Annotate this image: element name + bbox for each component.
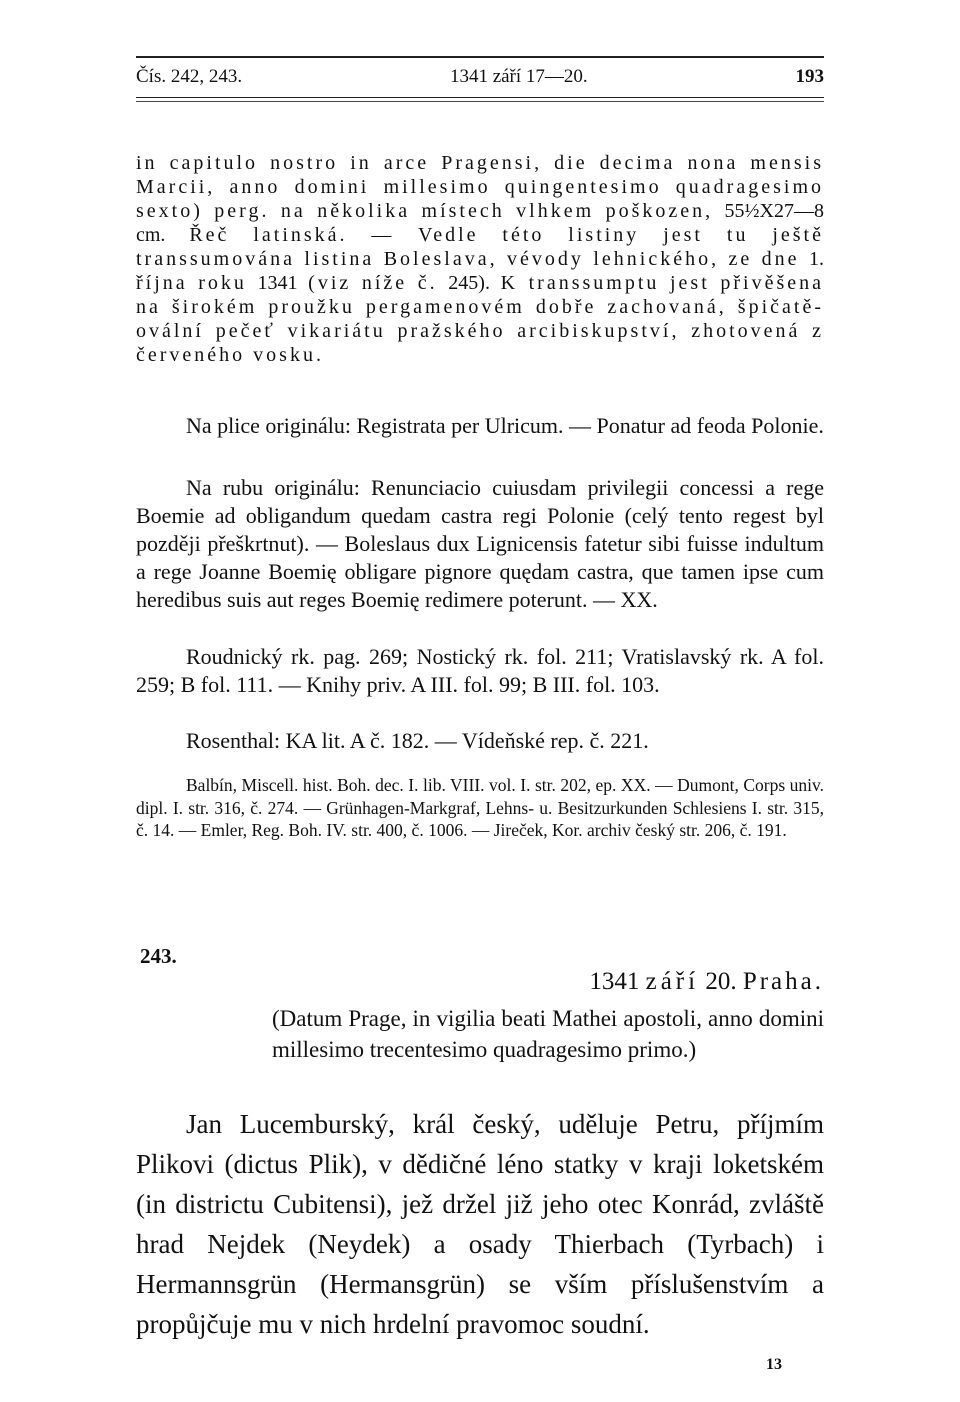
rosenthal-reference bbox=[136, 727, 824, 755]
doc-243-regest-text: Jan Lucemburský, král český, uděluje Petru, příjmím Plikovi (dictus Plik), v dědičné léno statky v kraji loketském (in districtu Cubitensi), jež držel již jeho otec Konrád, zvláště hrad Nejdek (Neydek) a osady Thierbach (Tyrbach) i Hermannsgrün (Hermansgrün) se vším příslušenstvím a propůjčuje mu v nich hrdelní pravomoc soudní. bbox=[136, 1109, 824, 1339]
plica-note-text: Na plice originálu: Registrata per Ulricum. — Ponatur ad feoda Polonie. bbox=[186, 413, 824, 438]
desc-dimensions: 55½X27—8 cm. bbox=[136, 200, 824, 246]
header-rule-bottom bbox=[136, 97, 824, 98]
folio-signature: 13 bbox=[766, 1356, 782, 1373]
header-rule-bottom-double bbox=[136, 101, 824, 102]
doc-243-date-place bbox=[589, 968, 824, 996]
doc-243-latin-date: (Datum Prage, in vigilia beati Mathei apostoli, anno domini millesimo trecentesimo quadragesimo primo.) bbox=[272, 1006, 824, 1062]
manuscript-sources-text: Roudnický rk. pag. 269; Nostický rk. fol. 211; Vratislavský rk. A fol. 259; B fol. 111. — Knihy priv. A III. fol. 99; B III. fol. 103. bbox=[136, 644, 824, 697]
literature-references-text: Balbín, Miscell. hist. Boh. dec. I. lib. VIII. vol. I. str. 202, ep. XX. — Dumont, Corps univ. dipl. I. str. 316, č. 274. — Grünhagen-Markgraf, Lehns- u. Besitzurkunden Schlesiens I. str. 315, č. 14. — Emler, Reg. Boh. IV. str. 400, č. 1006. — Jireček, Kor. archiv český str. 206, č. 191. bbox=[136, 775, 824, 840]
dorse-note bbox=[136, 474, 824, 614]
header-date: 1341 září 17—20. bbox=[449, 66, 588, 87]
date-day: 20. bbox=[705, 968, 737, 995]
manuscript-sources bbox=[136, 643, 824, 699]
running-header bbox=[136, 66, 824, 88]
page-number: 193 bbox=[795, 66, 824, 87]
desc-seg-5: K transsumptu jest přivěšena na širokém proužku pergamenovém dobře zachovaná, špičatě-ovální pečeť vikariátu pražského arcibiskupství, zhotovená z červeného vosku. bbox=[136, 272, 825, 366]
doc-243-number: 243. bbox=[140, 944, 177, 968]
desc-seg-2: Řeč latinská. — Vedle této listiny jest tu ještě transsumována listina Boleslava, vévody lehnického, ze dne bbox=[136, 224, 824, 270]
desc-day: 1. bbox=[809, 248, 824, 270]
doc-242-description-text bbox=[136, 151, 824, 367]
dorse-note-text: Na rubu originálu: Renunciacio cuiusdam privilegii concessi a rege Boemie ad obligandum quedam castra regi Polonie (celý tento regest byl později přeškrtnut). — Boleslaus dux Lignicensis fatetur sibi fuisse indultum a rege Joanne Boemię obligare pignore quędam castra, que tamen ipse cum heredibus suis aut reges Boemię redimere poterunt. — XX. bbox=[136, 475, 824, 612]
literature-references bbox=[136, 774, 824, 842]
rosenthal-reference-text: Rosenthal: KA lit. A č. 182. — Vídeňské rep. č. 221. bbox=[186, 728, 649, 753]
header-doc-numbers: Čís. 242, 243. bbox=[136, 66, 243, 87]
desc-seg-4: (viz níže č. bbox=[297, 272, 449, 294]
date-place: Praha. bbox=[742, 968, 824, 995]
doc-243-regest bbox=[136, 1104, 824, 1344]
date-month: září bbox=[645, 968, 700, 995]
date-year: 1341 bbox=[589, 968, 640, 995]
desc-year: 1341 bbox=[257, 272, 298, 294]
desc-reference: 245). bbox=[448, 272, 490, 294]
header-rule-top bbox=[136, 56, 824, 58]
desc-seg-3: října roku bbox=[136, 272, 258, 294]
doc-242-description bbox=[136, 151, 824, 367]
desc-seg-1: in capitulo nostro in arce Pragensi, die decima nona mensis Marcii, anno domini millesimo quingentesimo quadragesimo sexto) perg. na několika místech vlhkem poškozen, bbox=[136, 152, 824, 222]
plica-note bbox=[136, 412, 824, 440]
